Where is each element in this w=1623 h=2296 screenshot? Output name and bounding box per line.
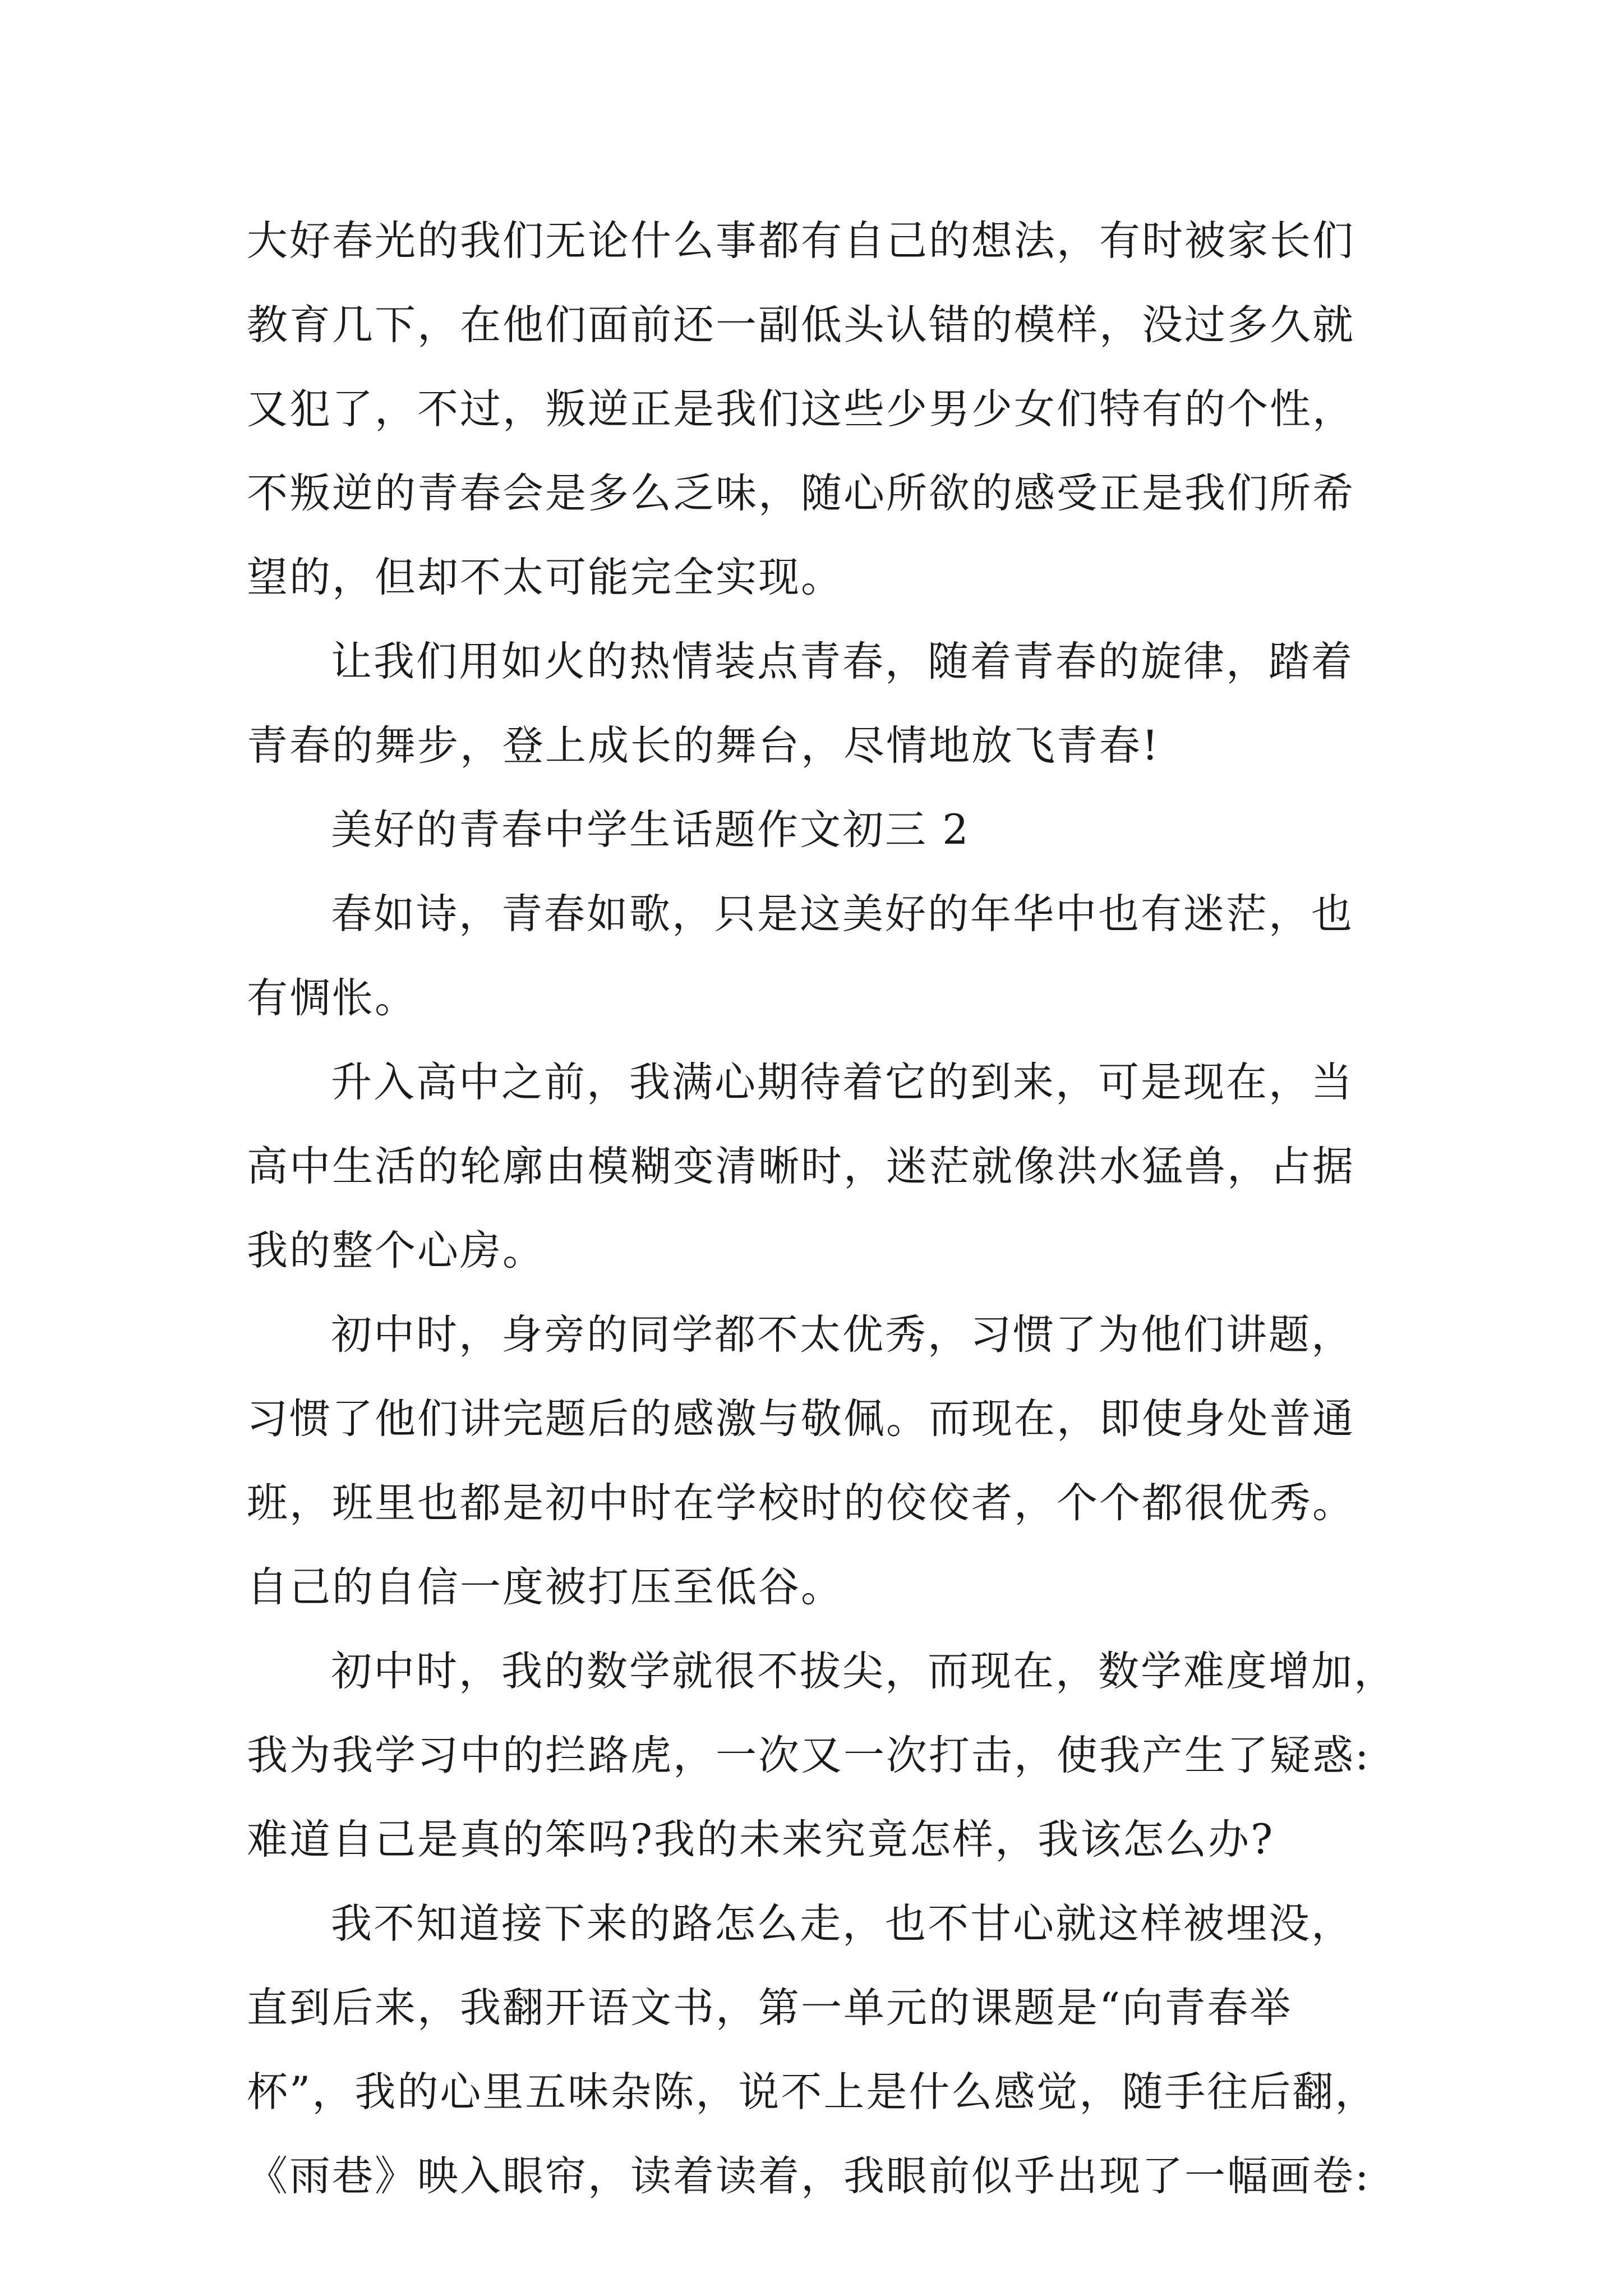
text-line: 我为我学习中的拦路虎，一次又一次打击，使我产生了疑惑: xyxy=(247,1732,1371,1779)
text-line: 初中时，我的数学就很不拔尖，而现在，数学难度增加， xyxy=(331,1648,1396,1695)
text-line: 初中时，身旁的同学都不太优秀，习惯了为他们讲题， xyxy=(331,1311,1354,1359)
text-line: 又犯了，不过，叛逆正是我们这些少男少女们特有的个性， xyxy=(247,385,1355,433)
section-heading xyxy=(247,788,1441,872)
text-line: 《雨巷》映入眼帘，读着读着，我眼前似乎出现了一幅画卷: xyxy=(247,2152,1371,2200)
text-line: 大好春光的我们无论什么事都有自己的想法，有时被家长们 xyxy=(247,217,1355,265)
text-line: 不叛逆的青春会是多么乏味，随心所欲的感受正是我们所希 xyxy=(247,470,1355,517)
text-line: 杯”，我的心里五味杂陈，说不上是什么感觉，随手往后翻， xyxy=(247,2068,1378,2116)
text-line: 习惯了他们讲完题后的感激与敬佩。而现在，即使身处普通 xyxy=(247,1395,1355,1443)
paragraph xyxy=(247,1882,1441,2219)
text-line: 直到后来，我翻开语文书，第一单元的课题是“向青春举 xyxy=(247,1984,1293,2032)
text-line: 美好的青春中学生话题作文初三 2 xyxy=(331,806,970,854)
text-line: 我的整个心房。 xyxy=(247,1227,545,1274)
text-line: 班，班里也都是初中时在学校时的佼佼者，个个都很优秀。 xyxy=(247,1479,1355,1527)
text-line: 自己的自信一度被打压至低谷。 xyxy=(247,1563,843,1611)
text-line: 青春的舞步，登上成长的舞台，尽情地放飞青春! xyxy=(247,722,1160,770)
text-line: 让我们用如火的热情装点青春，随着青春的旋律，踏着 xyxy=(331,638,1354,685)
paragraph xyxy=(247,1630,1441,1882)
text-line: 望的，但却不太可能完全实现。 xyxy=(247,554,843,601)
paragraph xyxy=(247,620,1441,788)
text-line: 春如诗，青春如歌，只是这美好的年华中也有迷茫，也 xyxy=(331,890,1354,938)
paragraph xyxy=(247,199,1441,620)
text-line: 难道自己是真的笨吗?我的未来究竟怎样，我该怎么办? xyxy=(247,1816,1275,1864)
paragraph xyxy=(247,1041,1441,1293)
text-line: 有惆怅。 xyxy=(247,974,417,1022)
text-line: 升入高中之前，我满心期待着它的到来，可是现在，当 xyxy=(331,1059,1354,1106)
document-body xyxy=(247,199,1441,2219)
text-line: 教育几下，在他们面前还一副低头认错的模样，没过多久就 xyxy=(247,301,1355,349)
paragraph xyxy=(247,872,1441,1041)
paragraph xyxy=(247,1293,1441,1630)
text-line: 高中生活的轮廓由模糊变清晰时，迷茫就像洪水猛兽，占据 xyxy=(247,1143,1355,1190)
text-line: 我不知道接下来的路怎么走，也不甘心就这样被埋没， xyxy=(331,1900,1354,1948)
